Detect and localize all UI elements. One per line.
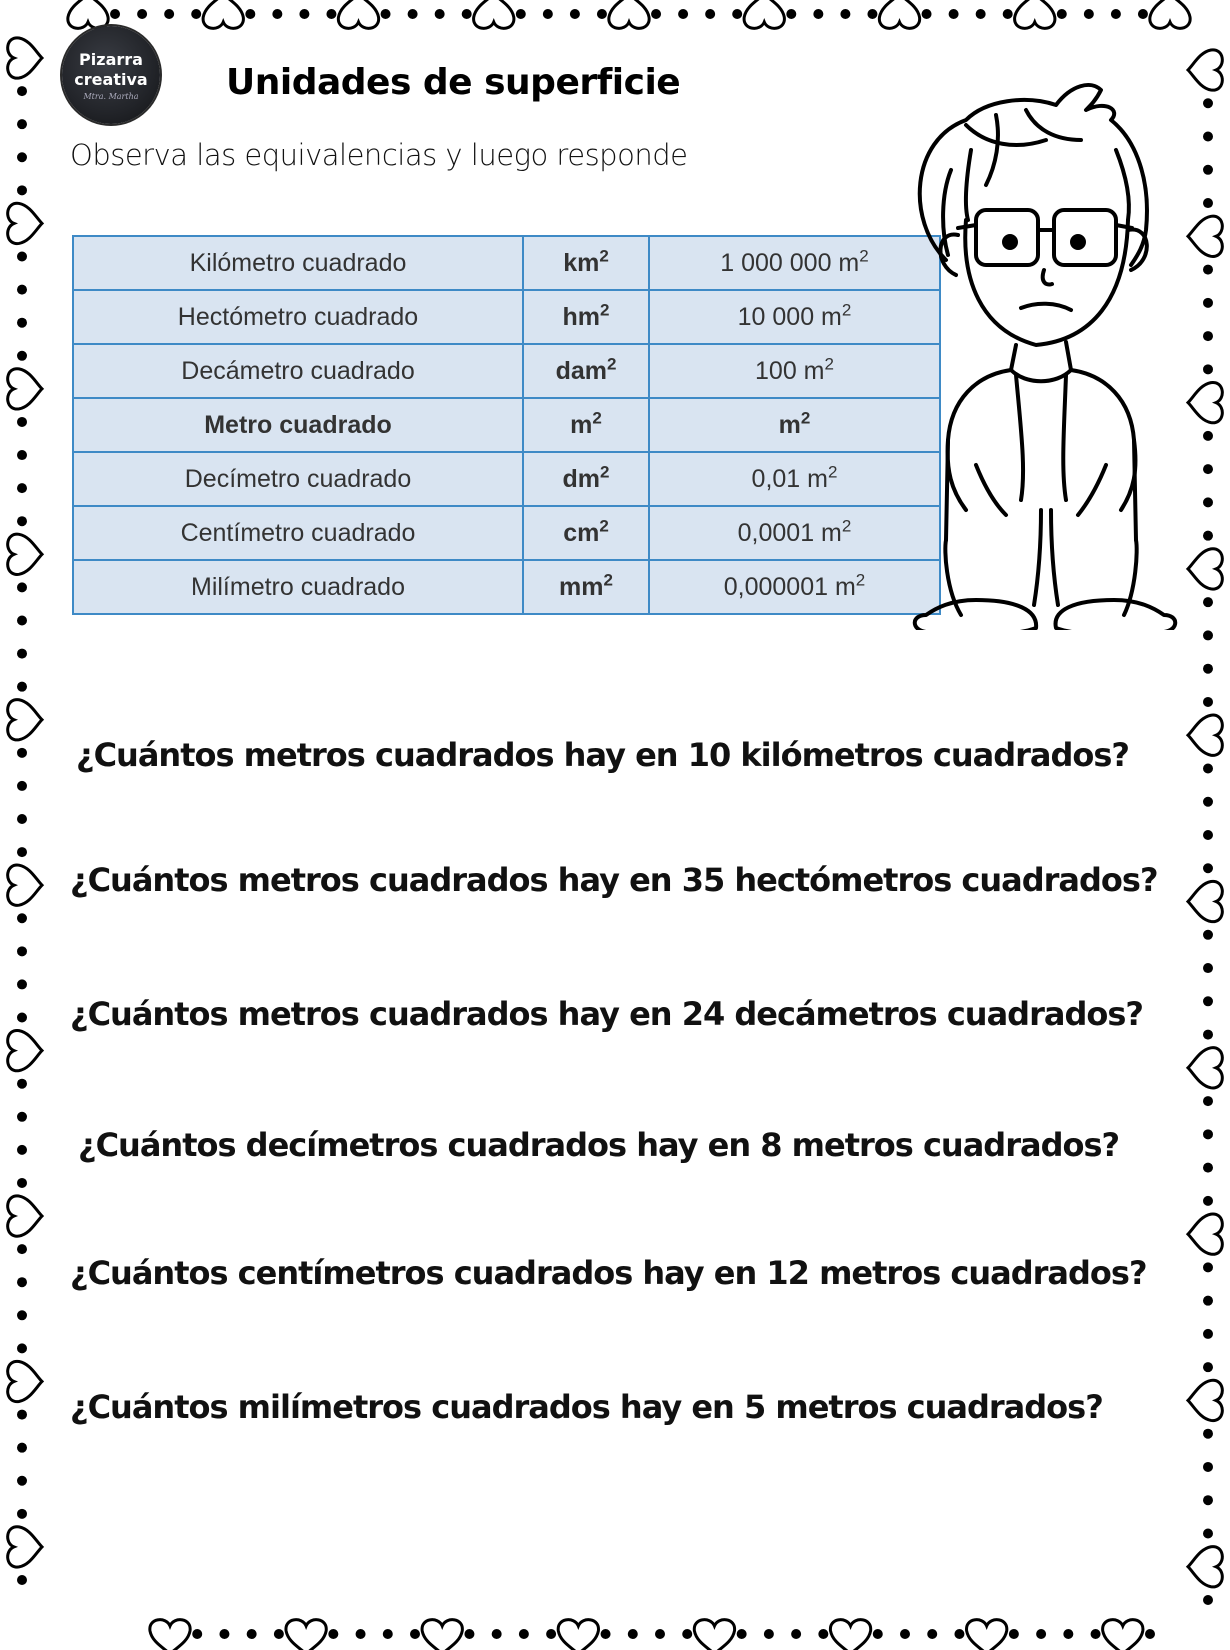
border-heart-icon [8,203,42,243]
border-heart-icon [422,1620,462,1650]
border-dot [17,1509,27,1519]
table-row-base-unit [73,398,940,452]
exponent: 2 [824,354,834,374]
unit-equivalence [649,236,940,290]
border-heart-icon [8,1196,42,1236]
border-dot [519,1629,529,1639]
border-dot [1203,1595,1213,1605]
border-dot [462,9,472,19]
exponent: 2 [827,462,838,482]
border-dot [1203,1329,1213,1339]
border-dot [1203,464,1213,474]
border-dot [1203,830,1213,840]
border-dot [299,9,309,19]
border-dot [110,9,120,19]
exponent: 2 [599,246,609,266]
value-text: 1 000 000 m [720,248,860,277]
border-dot [705,9,715,19]
symbol-text: cm [563,518,600,547]
border-dot [867,9,877,19]
border-dot [17,318,27,328]
unit-symbol [523,344,649,398]
border-dot [1203,597,1213,607]
border-dot [922,9,932,19]
border-heart-icon [8,865,42,905]
border-dot [1203,165,1213,175]
border-dot [678,9,688,19]
logo-line-1: Pizarra [79,49,143,69]
unit-symbol [523,290,649,344]
border-heart-icon [879,0,919,28]
border-dot [1203,531,1213,541]
border-dot [17,119,27,129]
unit-symbol [523,506,649,560]
border-heart-icon [1188,715,1222,755]
border-dot [192,1629,202,1639]
border-dot [17,649,27,659]
border-dot [17,1476,27,1486]
border-dot [17,1013,27,1023]
border-dot [17,417,27,427]
border-dot [818,1629,828,1639]
border-heart-icon [1015,0,1055,28]
symbol-text: hm [562,302,601,331]
border-dot [1138,9,1148,19]
border-dot [17,979,27,989]
border-heart-icon [8,534,42,574]
border-heart-icon [558,1620,598,1650]
border-dot [17,1410,27,1420]
table-row [73,452,940,506]
exponent: 2 [592,408,602,428]
logo-line-3: Mtra. Martha [83,91,139,101]
border-heart-icon [609,0,649,28]
boy-with-glasses-illustration [906,70,1186,630]
question-4: ¿Cuántos decímetros cuadrados hay en 8 metros cuadrados? [78,1126,1120,1164]
border-dot [813,9,823,19]
border-dot [1203,98,1213,108]
question-1: ¿Cuántos metros cuadrados hay en 10 kilómetros cuadrados? [76,736,1129,774]
border-dot [1203,1462,1213,1472]
border-dot [17,1079,27,1089]
border-heart-icon [8,1361,42,1401]
border-dot [1203,431,1213,441]
border-dot [247,1629,257,1639]
border-dot [1203,1528,1213,1538]
exponent: 2 [841,300,852,320]
table-row [73,560,940,614]
border-dot [17,185,27,195]
border-heart-icon [8,369,42,409]
border-dot [1203,963,1213,973]
unit-name: Milímetro cuadrado [73,560,523,614]
border-heart-icon [1188,549,1222,589]
exponent: 2 [599,516,609,536]
value-text: m [778,410,801,439]
unit-name: Centímetro cuadrado [73,506,523,560]
instructions: Observa las equivalencias y luego responde [70,138,688,172]
border-heart-icon [8,38,42,78]
border-dot [17,682,27,692]
border-dot [17,1178,27,1188]
border-dot [543,9,553,19]
border-dot [1203,697,1213,707]
symbol-text: km [563,248,600,277]
border-dot [17,516,27,526]
border-dot [17,1244,27,1254]
border-heart-icon [744,0,784,28]
unit-symbol [523,236,649,290]
border-dot [1203,1096,1213,1106]
border-heart-icon [474,0,514,28]
border-dot [328,1629,338,1639]
exponent: 2 [859,246,869,266]
exponent: 2 [600,300,610,320]
unit-equivalence [649,398,940,452]
value-text: 0,01 m [751,464,828,493]
border-dot [408,9,418,19]
border-dot [272,9,282,19]
border-heart-icon [8,700,42,740]
border-dot [1203,664,1213,674]
border-dot [164,9,174,19]
border-dot [601,1629,611,1639]
unit-name: Kilómetro cuadrado [73,236,523,290]
unit-equivalence [649,560,940,614]
border-dot [682,1629,692,1639]
border-dot [1145,1629,1155,1639]
border-dot [597,9,607,19]
border-dot [1203,1030,1213,1040]
border-dot [927,1629,937,1639]
border-dot [17,1343,27,1353]
border-dot [356,1629,366,1639]
border-dot [1057,9,1067,19]
border-dot [570,9,580,19]
border-dot [1203,996,1213,1006]
table-row [73,344,940,398]
border-dot [1203,1129,1213,1139]
border-dot [17,86,27,96]
border-dot [1203,1296,1213,1306]
border-dot [274,1629,284,1639]
border-dot [1203,198,1213,208]
border-dot [17,1112,27,1122]
border-dot [546,1629,556,1639]
border-dot [1063,1629,1073,1639]
border-heart-icon [1188,1048,1222,1088]
border-dot [17,1145,27,1155]
border-dot [410,1629,420,1639]
border-dot [17,913,27,923]
border-dot [17,847,27,857]
border-dot [737,1629,747,1639]
symbol-text: dam [555,356,607,385]
table-row [73,236,940,290]
border-dot [1203,1429,1213,1439]
border-dot [840,9,850,19]
border-dot [900,1629,910,1639]
unit-symbol [523,452,649,506]
border-dot [17,615,27,625]
border-dot [1111,9,1121,19]
border-dot [17,1310,27,1320]
border-heart-icon [8,1030,42,1070]
border-dot [976,9,986,19]
border-heart-icon [1188,1380,1222,1420]
border-dot [786,9,796,19]
border-dot [137,9,147,19]
border-dot [17,781,27,791]
border-heart-icon [338,0,378,28]
border-dot [1203,298,1213,308]
symbol-text: mm [559,572,604,601]
border-dot [1203,1495,1213,1505]
border-dot [873,1629,883,1639]
unit-name: Hectómetro cuadrado [73,290,523,344]
border-heart-icon [694,1620,734,1650]
unit-name: Decámetro cuadrado [73,344,523,398]
border-heart-icon [1188,1547,1222,1587]
border-heart-icon [830,1620,870,1650]
border-dot [651,9,661,19]
border-dot [383,1629,393,1639]
border-dot [1203,497,1213,507]
border-heart-icon [203,0,243,28]
border-dot [1009,1629,1019,1639]
question-5: ¿Cuántos centímetros cuadrados hay en 12 metros cuadrados? [70,1254,1147,1292]
value-text: 10 000 m [737,302,842,331]
border-dot [17,748,27,758]
unit-symbol [523,398,649,452]
border-dot [1084,9,1094,19]
pizarra-creativa-logo [62,26,160,124]
border-heart-icon [1188,881,1222,921]
border-dot [17,351,27,361]
border-dot [1036,1629,1046,1639]
border-dot [1203,863,1213,873]
logo-line-2: creativa [74,69,148,89]
border-dot [17,582,27,592]
border-dot [764,1629,774,1639]
border-dot [1203,1163,1213,1173]
border-dot [1091,1629,1101,1639]
border-dot [1203,1196,1213,1206]
border-heart-icon [150,1620,190,1650]
question-2: ¿Cuántos metros cuadrados hay en 35 hectómetros cuadrados? [70,861,1158,899]
border-dot [516,9,526,19]
border-dot [381,9,391,19]
exponent: 2 [800,408,811,428]
border-dot [326,9,336,19]
border-dot [1203,1362,1213,1372]
border-dot [954,1629,964,1639]
border-dot [1203,763,1213,773]
border-dot [655,1629,665,1639]
question-6: ¿Cuántos milímetros cuadrados hay en 5 metros cuadrados? [70,1388,1103,1426]
question-3: ¿Cuántos metros cuadrados hay en 24 decámetros cuadrados? [70,995,1143,1033]
border-heart-icon [68,0,108,28]
border-dot [17,814,27,824]
border-dot [17,1575,27,1585]
unit-equivalence [649,290,940,344]
border-dot [791,1629,801,1639]
table-row [73,506,940,560]
border-heart-icon [1103,1620,1143,1650]
border-dot [1203,132,1213,142]
border-dot [1203,265,1213,275]
border-dot [1203,331,1213,341]
border-dot [1203,364,1213,374]
border-dot [628,1629,638,1639]
value-text: 0,000001 m [723,572,856,601]
border-dot [17,1277,27,1287]
border-heart-icon [8,1527,42,1567]
unit-equivalence [649,506,940,560]
border-dot [1203,797,1213,807]
exponent: 2 [603,570,613,590]
border-heart-icon [286,1620,326,1650]
border-dot [17,1443,27,1453]
border-dot [435,9,445,19]
unit-name: Decímetro cuadrado [73,452,523,506]
equivalence-table [72,235,941,615]
border-dot [1003,9,1013,19]
symbol-text: m [570,410,593,439]
border-dot [464,1629,474,1639]
border-dot [191,9,201,19]
border-dot [1203,630,1213,640]
border-dot [17,252,27,262]
border-heart-icon [1188,1214,1222,1254]
page-title: Unidades de superficie [226,62,681,103]
border-dot [245,9,255,19]
exponent: 2 [841,516,852,536]
table-row [73,290,940,344]
border-heart-icon [1188,50,1222,90]
exponent: 2 [600,462,610,482]
value-text: 0,0001 m [737,518,842,547]
border-dot [17,450,27,460]
unit-equivalence [649,452,940,506]
border-heart-icon [967,1620,1007,1650]
unit-symbol [523,560,649,614]
border-heart-icon [1188,382,1222,422]
border-heart-icon [1188,216,1222,256]
border-dot [219,1629,229,1639]
border-dot [17,483,27,493]
unit-name: Metro cuadrado [73,398,523,452]
border-dot [1203,930,1213,940]
border-dot [949,9,959,19]
border-dot [17,152,27,162]
border-dot [17,285,27,295]
unit-equivalence [649,344,940,398]
border-heart-icon [1150,0,1190,28]
border-dot [732,9,742,19]
exponent: 2 [855,570,866,590]
symbol-text: dm [562,464,601,493]
border-dot [1203,1262,1213,1272]
value-text: 100 m [755,356,825,385]
border-dot [492,1629,502,1639]
exponent: 2 [606,354,617,374]
border-dot [17,946,27,956]
